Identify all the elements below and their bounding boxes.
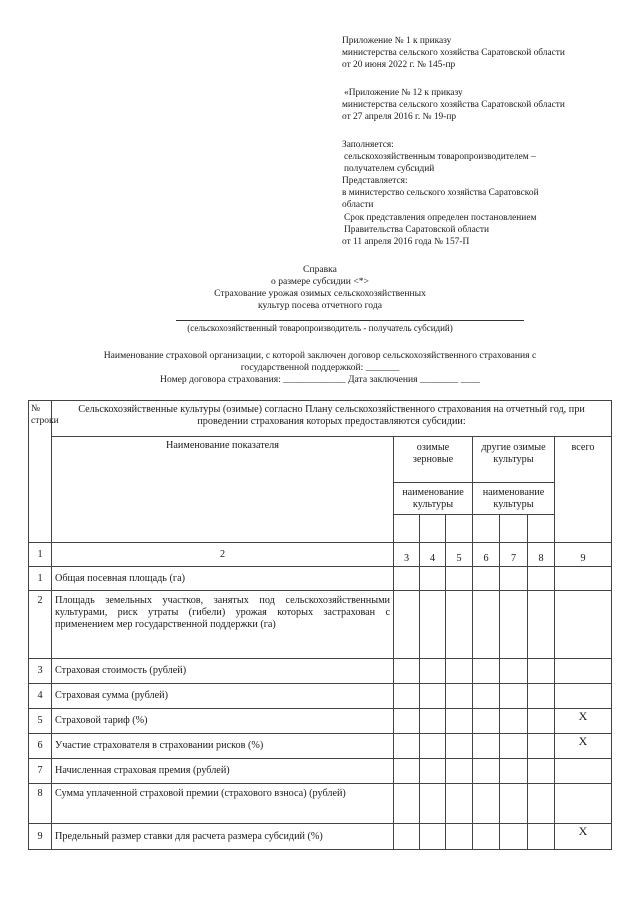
data-cell bbox=[446, 784, 473, 824]
header-crops-description: Сельскохозяйственные культуры (озимые) согласно Плану сельскохозяйственного страхования на отчетный год, при проведении страхования которых предоставляются субсидии: bbox=[52, 401, 612, 437]
data-cell bbox=[446, 709, 473, 734]
data-cell bbox=[420, 709, 446, 734]
empty-cell bbox=[528, 515, 555, 543]
data-cell bbox=[528, 591, 555, 659]
doc-subtitle: о размере субсидии <*> bbox=[271, 276, 369, 287]
total-cell bbox=[555, 659, 612, 684]
doc-subject-2: культур посева отчетного года bbox=[258, 300, 382, 311]
header-submit-label: Представляется: bbox=[342, 176, 408, 186]
col-number: 7 bbox=[500, 543, 528, 567]
header-culture-name-other: наименование культуры bbox=[473, 483, 555, 515]
data-cell bbox=[420, 684, 446, 709]
data-cell bbox=[500, 567, 528, 591]
empty-cell bbox=[446, 515, 473, 543]
table-row bbox=[29, 659, 612, 684]
data-cell bbox=[528, 684, 555, 709]
data-cell bbox=[446, 591, 473, 659]
row-number: 6 bbox=[29, 734, 52, 759]
data-cell bbox=[528, 824, 555, 850]
data-cell bbox=[394, 591, 420, 659]
data-cell bbox=[446, 659, 473, 684]
table-row bbox=[29, 709, 612, 734]
row-label: Страховая сумма (рублей) bbox=[52, 684, 394, 709]
data-cell bbox=[394, 759, 420, 784]
data-cell bbox=[528, 759, 555, 784]
data-cell bbox=[500, 784, 528, 824]
data-cell bbox=[473, 784, 500, 824]
col-number: 9 bbox=[555, 543, 612, 567]
insurer-line-2: государственной поддержкой: _______ bbox=[240, 362, 400, 373]
doc-subject-1: Страхование урожая озимых сельскохозяйственных bbox=[214, 288, 426, 299]
total-cell bbox=[555, 567, 612, 591]
empty-cell bbox=[500, 515, 528, 543]
data-cell bbox=[500, 591, 528, 659]
header-appendix-12-line1: «Приложение № 12 к приказу bbox=[344, 88, 463, 98]
col-number: 3 bbox=[394, 543, 420, 567]
col-number: 2 bbox=[52, 543, 394, 567]
data-cell bbox=[446, 734, 473, 759]
row-number: 5 bbox=[29, 709, 52, 734]
total-cell-x: X bbox=[555, 709, 612, 734]
row-label: Сумма уплаченной страховой премии (страхового взноса) (рублей) bbox=[52, 784, 394, 824]
header-appendix-1-line2: министерства сельского хозяйства Саратовской области bbox=[342, 48, 565, 58]
data-cell bbox=[528, 659, 555, 684]
data-cell bbox=[446, 759, 473, 784]
table-row bbox=[29, 591, 612, 659]
header-total: всего bbox=[555, 437, 612, 543]
data-cell bbox=[500, 824, 528, 850]
data-cell bbox=[420, 824, 446, 850]
row-label: Предельный размер ставки для расчета размера субсидий (%) bbox=[52, 824, 394, 850]
data-cell bbox=[500, 659, 528, 684]
header-fill-who-2: получателем субсидий bbox=[344, 164, 435, 174]
data-cell bbox=[473, 824, 500, 850]
row-label: Общая посевная площадь (га) bbox=[52, 567, 394, 591]
total-cell bbox=[555, 684, 612, 709]
data-cell bbox=[473, 709, 500, 734]
header-winter-grain: озимые зерновые bbox=[394, 437, 473, 483]
header-other-winter: другие озимые культуры bbox=[473, 437, 555, 483]
data-cell bbox=[500, 684, 528, 709]
row-number: 3 bbox=[29, 659, 52, 684]
data-cell bbox=[420, 734, 446, 759]
data-cell bbox=[446, 567, 473, 591]
producer-blank-line bbox=[176, 320, 524, 321]
data-cell bbox=[420, 591, 446, 659]
table-row bbox=[29, 759, 612, 784]
empty-cell bbox=[394, 515, 420, 543]
row-label: Площадь земельных участков, занятых под сельскохозяйственными культурами, риск утраты (гибели) урожая которых застрахован с применением мер государственной поддержки (га) bbox=[52, 591, 394, 659]
data-cell bbox=[500, 734, 528, 759]
data-cell bbox=[500, 709, 528, 734]
subsidy-table bbox=[28, 400, 612, 850]
row-label: Участие страхователя в страховании рисков (%) bbox=[52, 734, 394, 759]
data-cell bbox=[500, 759, 528, 784]
data-cell bbox=[473, 734, 500, 759]
row-number: 9 bbox=[29, 824, 52, 850]
data-cell bbox=[528, 567, 555, 591]
data-cell bbox=[394, 824, 420, 850]
data-cell bbox=[473, 659, 500, 684]
total-cell-x: X bbox=[555, 824, 612, 850]
header-deadline-2: Правительства Саратовской области bbox=[344, 225, 490, 235]
col-number: 6 bbox=[473, 543, 500, 567]
header-indicator-name: Наименование показателя bbox=[52, 437, 394, 543]
col-number: 4 bbox=[420, 543, 446, 567]
insurer-line-1: Наименование страховой организации, с которой заключен договор сельскохозяйственного страхования с bbox=[103, 350, 537, 361]
data-cell bbox=[420, 759, 446, 784]
header-appendix-1-line3: от 20 июня 2022 г. № 145-пр bbox=[342, 60, 456, 70]
row-number: 7 bbox=[29, 759, 52, 784]
data-cell bbox=[473, 567, 500, 591]
table-row bbox=[29, 784, 612, 824]
col-number: 5 bbox=[446, 543, 473, 567]
header-deadline-1: Срок представления определен постановлением bbox=[344, 213, 537, 223]
col-number: 1 bbox=[29, 543, 52, 567]
row-number: 8 bbox=[29, 784, 52, 824]
row-label: Начисленная страховая премия (рублей) bbox=[52, 759, 394, 784]
row-number: 1 bbox=[29, 567, 52, 591]
empty-cell bbox=[473, 515, 500, 543]
data-cell bbox=[473, 591, 500, 659]
row-label: Страховая стоимость (рублей) bbox=[52, 659, 394, 684]
data-cell bbox=[446, 684, 473, 709]
data-cell bbox=[528, 709, 555, 734]
header-fill-who-1: сельскохозяйственным товаропроизводителем – bbox=[344, 152, 536, 162]
insurer-line-3: Номер договора страхования: _____________ Дата заключения ________ ____ bbox=[160, 374, 480, 385]
data-cell bbox=[394, 784, 420, 824]
col-number: 8 bbox=[528, 543, 555, 567]
header-appendix-12-line3: от 27 апреля 2016 г. № 19-пр bbox=[342, 112, 457, 122]
doc-title: Справка bbox=[303, 264, 337, 275]
total-cell bbox=[555, 759, 612, 784]
data-cell bbox=[420, 784, 446, 824]
header-appendix-12-line2: министерства сельского хозяйства Саратовской области bbox=[342, 100, 565, 110]
header-deadline-3: от 11 апреля 2016 года № 157-П bbox=[342, 237, 470, 247]
data-cell bbox=[394, 659, 420, 684]
data-cell bbox=[394, 684, 420, 709]
header-fill-label: Заполняется: bbox=[342, 140, 394, 150]
table-row bbox=[29, 684, 612, 709]
data-cell bbox=[394, 734, 420, 759]
header-culture-name-grain: наименование культуры bbox=[394, 483, 473, 515]
data-cell bbox=[528, 784, 555, 824]
data-cell bbox=[420, 659, 446, 684]
data-cell bbox=[446, 824, 473, 850]
data-cell bbox=[473, 759, 500, 784]
header-appendix-1-line1: Приложение № 1 к приказу bbox=[342, 36, 452, 46]
data-cell bbox=[420, 567, 446, 591]
data-cell bbox=[473, 684, 500, 709]
data-cell bbox=[394, 709, 420, 734]
row-number: 4 bbox=[29, 684, 52, 709]
empty-cell bbox=[420, 515, 446, 543]
table-row bbox=[29, 734, 612, 759]
header-submit-to-2: области bbox=[342, 200, 374, 210]
total-cell-x: X bbox=[555, 734, 612, 759]
header-row-number: № строки bbox=[29, 401, 52, 543]
row-label: Страховой тариф (%) bbox=[52, 709, 394, 734]
data-cell bbox=[394, 567, 420, 591]
table-row bbox=[29, 824, 612, 850]
data-cell bbox=[528, 734, 555, 759]
producer-caption: (сельскохозяйственный товаропроизводитель - получатель субсидий) bbox=[187, 323, 453, 333]
total-cell bbox=[555, 591, 612, 659]
table-row bbox=[29, 567, 612, 591]
total-cell bbox=[555, 784, 612, 824]
row-number: 2 bbox=[29, 591, 52, 659]
header-submit-to-1: в министерство сельского хозяйства Саратовской bbox=[342, 188, 539, 198]
